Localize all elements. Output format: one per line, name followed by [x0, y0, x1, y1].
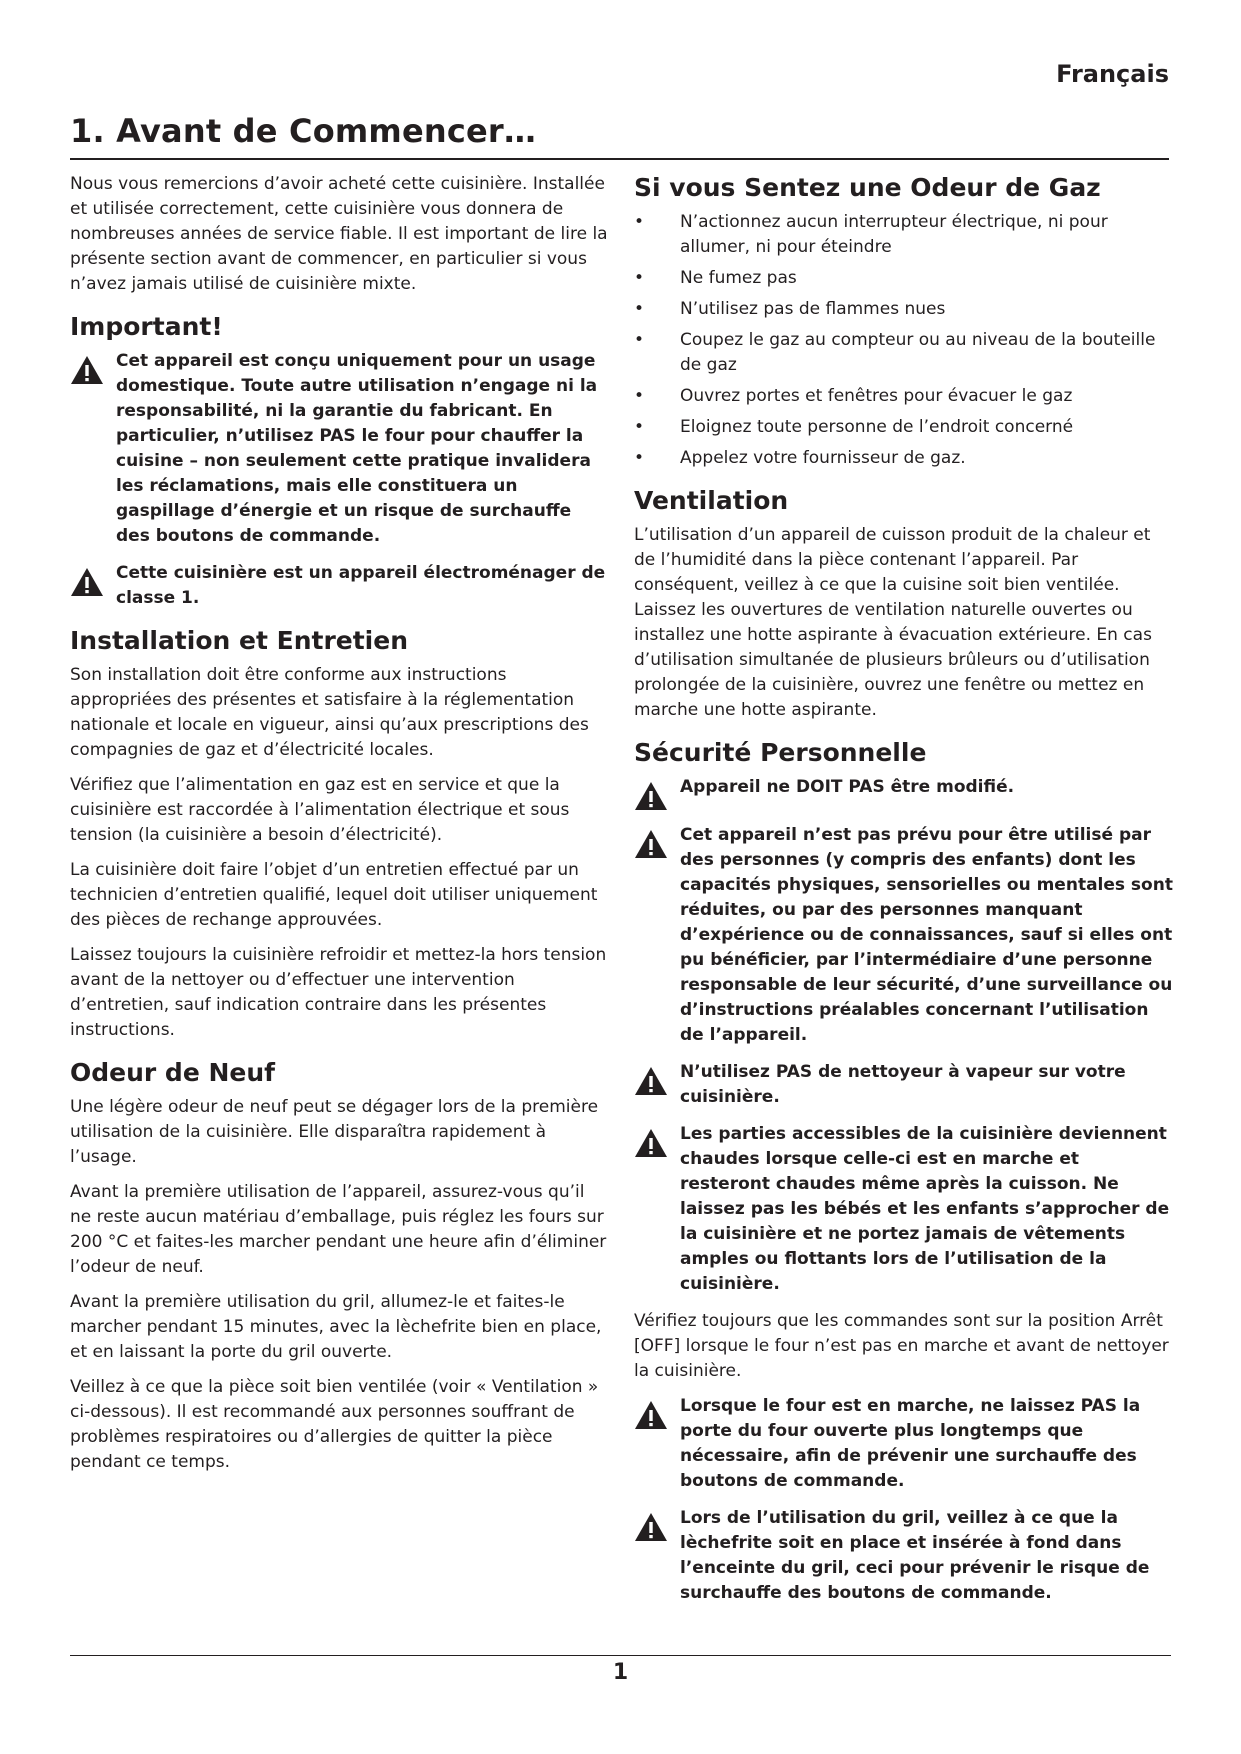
warning-block — [634, 1060, 1174, 1110]
odeur-paragraph: Veillez à ce que la pièce soit bien ventilée (voir « Ventilation » ci-dessous). Il est recommandé aux personnes souffrant de problèmes respiratoires ou d’allergies de quitter la pièce pendant ce temps. — [70, 1377, 599, 1472]
installation-paragraph: Vérifiez que l’alimentation en gaz est en service et que la cuisinière est raccordée à l’alimentation électrique et sous tension (la cuisinière a besoin d’électricité). — [70, 775, 570, 845]
list-item — [634, 297, 1174, 322]
right-column — [634, 172, 1174, 1618]
commandes-paragraph: Vérifiez toujours que les commandes sont sur la position Arrêt [OFF] lorsque le four n’est pas en marche et avant de nettoyer la cuisinière. — [634, 1311, 1169, 1381]
bullet: • — [634, 212, 645, 232]
warning-block — [634, 1122, 1174, 1297]
warning-block — [634, 1394, 1174, 1494]
warning-text: Les parties accessibles de la cuisinière deviennent chaudes lorsque celle-ci est en marche et resteront chaudes même après la cuisson. Ne laissez pas les bébés et les enfants s’approcher de la cuisinière et ne portez jamais de vêtements amples ou flottants lors de l’utilisation de la cuisinière. — [680, 1124, 1170, 1294]
bullet: • — [634, 330, 645, 350]
page-title: 1. Avant de Commencer… — [70, 112, 537, 150]
title-divider — [70, 158, 1169, 160]
ventilation-paragraph: L’utilisation d’un appareil de cuisson produit de la chaleur et de l’humidité dans la pièce contenant l’appareil. Par conséquent, veillez à ce que la cuisine soit bien ventilée. Laissez les ouvertures de ventilation naturelle ouvertes ou installez une hotte aspirante à évacuation extérieure. En cas d’utilisation simultanée de plusieurs brûleurs ou d’utilisation prolongée de la cuisinière, ouvrez une fenêtre ou mettez en marche une hotte aspirante. — [634, 525, 1152, 720]
odeur-paragraph: Avant la première utilisation du gril, allumez-le et faites-le marcher pendant 15 minutes, avec la lèchefrite bien en place, et en laissant la porte du gril ouverte. — [70, 1292, 602, 1362]
list-item-text: N’utilisez pas de flammes nues — [680, 299, 946, 319]
list-item-text: Coupez le gaz au compteur ou au niveau de la bouteille de gaz — [680, 330, 1156, 375]
warning-icon — [634, 1400, 668, 1430]
securite-heading: Sécurité Personnelle — [634, 738, 927, 767]
list-item-text: Eloignez toute personne de l’endroit concerné — [680, 417, 1074, 437]
gaz-heading: Si vous Sentez une Odeur de Gaz — [634, 173, 1101, 202]
bullet: • — [634, 417, 645, 437]
warning-icon — [70, 567, 104, 597]
warning-text: N’utilisez PAS de nettoyeur à vapeur sur votre cuisinière. — [680, 1062, 1126, 1107]
warning-icon — [634, 781, 668, 811]
warning-icon — [70, 355, 104, 385]
bullet: • — [634, 268, 645, 288]
warning-block — [634, 1506, 1174, 1606]
list-item-text: Ouvrez portes et fenêtres pour évacuer le gaz — [680, 386, 1073, 406]
warning-text: Lorsque le four est en marche, ne laissez PAS la porte du four ouverte plus longtemps que nécessaire, afin de prévenir une surchauffe des boutons de commande. — [680, 1396, 1141, 1491]
bullet: • — [634, 448, 645, 468]
ventilation-heading: Ventilation — [634, 486, 789, 515]
warning-icon — [634, 1128, 668, 1158]
bullet: • — [634, 386, 645, 406]
list-item — [634, 210, 1174, 260]
warning-block — [70, 561, 610, 611]
warning-icon — [634, 829, 668, 859]
installation-paragraph: Laissez toujours la cuisinière refroidir et mettez-la hors tension avant de la nettoyer ou d’effectuer une intervention d’entretien, sauf indication contraire dans les présentes instructions. — [70, 945, 607, 1040]
list-item-text: Appelez votre fournisseur de gaz. — [680, 448, 966, 468]
left-column — [70, 172, 610, 1485]
warning-icon — [634, 1512, 668, 1542]
installation-paragraph: Son installation doit être conforme aux instructions appropriées des présentes et satisfaire à la réglementation nationale et locale en vigueur, ainsi qu’aux prescriptions des compagnies de gaz et d’électricité locales. — [70, 665, 589, 760]
list-item — [634, 446, 1174, 471]
intro-paragraph: Nous vous remercions d’avoir acheté cette cuisinière. Installée et utilisée correctement, cette cuisinière vous donnera de nombreuses années de service fiable. Il est important de lire la présente section avant de commencer, en particulier si vous n’avez jamais utilisé de cuisinière mixte. — [70, 174, 608, 294]
warning-text: Cet appareil n’est pas prévu pour être utilisé par des personnes (y compris des enfants) dont les capacités physiques, sensorielles ou mentales sont réduites, ou par des personnes manquant d’expérience ou de connaissances, sauf si elles ont pu bénéficier, par l’intermédiaire d’une personne responsable de leur sécurité, d’une surveillance ou d’instructions préalables concernant l’utilisation de l’appareil. — [680, 825, 1173, 1045]
gaz-list — [634, 210, 1174, 471]
installation-paragraph: La cuisinière doit faire l’objet d’un entretien effectué par un technicien d’entretien qualifié, lequel doit utiliser uniquement des pièces de rechange approuvées. — [70, 860, 598, 930]
warning-text: Lors de l’utilisation du gril, veillez à ce que la lèchefrite soit en place et insérée à fond dans l’enceinte du gril, ceci pour prévenir le risque de surchauffe des boutons de commande. — [680, 1508, 1150, 1603]
warning-block — [634, 775, 1174, 811]
warning-block — [634, 823, 1174, 1048]
odeur-paragraph: Une légère odeur de neuf peut se dégager lors de la première utilisation de la cuisinière. Elle disparaîtra rapidement à l’usage. — [70, 1097, 599, 1167]
warning-text: Cet appareil est conçu uniquement pour un usage domestique. Toute autre utilisation n’engage ni la responsabilité, ni la garantie du fabricant. En particulier, n’utilisez PAS le four pour chauffer la cuisine – non seulement cette pratique invalidera les réclamations, mais elle constituera un gaspillage d’énergie et un risque de surchauffe des boutons de commande. — [116, 351, 598, 546]
list-item — [634, 266, 1174, 291]
list-item — [634, 415, 1174, 440]
footer-divider — [70, 1655, 1171, 1656]
installation-heading: Installation et Entretien — [70, 626, 409, 655]
list-item-text: Ne fumez pas — [680, 268, 797, 288]
warning-icon — [634, 1066, 668, 1096]
odeur-paragraph: Avant la première utilisation de l’appareil, assurez-vous qu’il ne reste aucun matériau d’emballage, puis réglez les fours sur 200 °C et faites-les marcher pendant une heure afin d’éliminer l’odeur de neuf. — [70, 1182, 607, 1277]
odeur-heading: Odeur de Neuf — [70, 1058, 276, 1087]
list-item — [634, 328, 1174, 378]
list-item — [634, 384, 1174, 409]
important-heading: Important! — [70, 312, 223, 341]
warning-text: Appareil ne DOIT PAS être modifié. — [680, 777, 1015, 797]
bullet: • — [634, 299, 645, 319]
warning-text: Cette cuisinière est un appareil électroménager de classe 1. — [116, 563, 606, 608]
language-label: Français — [1056, 60, 1169, 88]
warning-block — [70, 349, 610, 549]
page-number: 1 — [612, 1660, 629, 1685]
list-item-text: N’actionnez aucun interrupteur électrique, ni pour allumer, ni pour éteindre — [680, 212, 1108, 257]
